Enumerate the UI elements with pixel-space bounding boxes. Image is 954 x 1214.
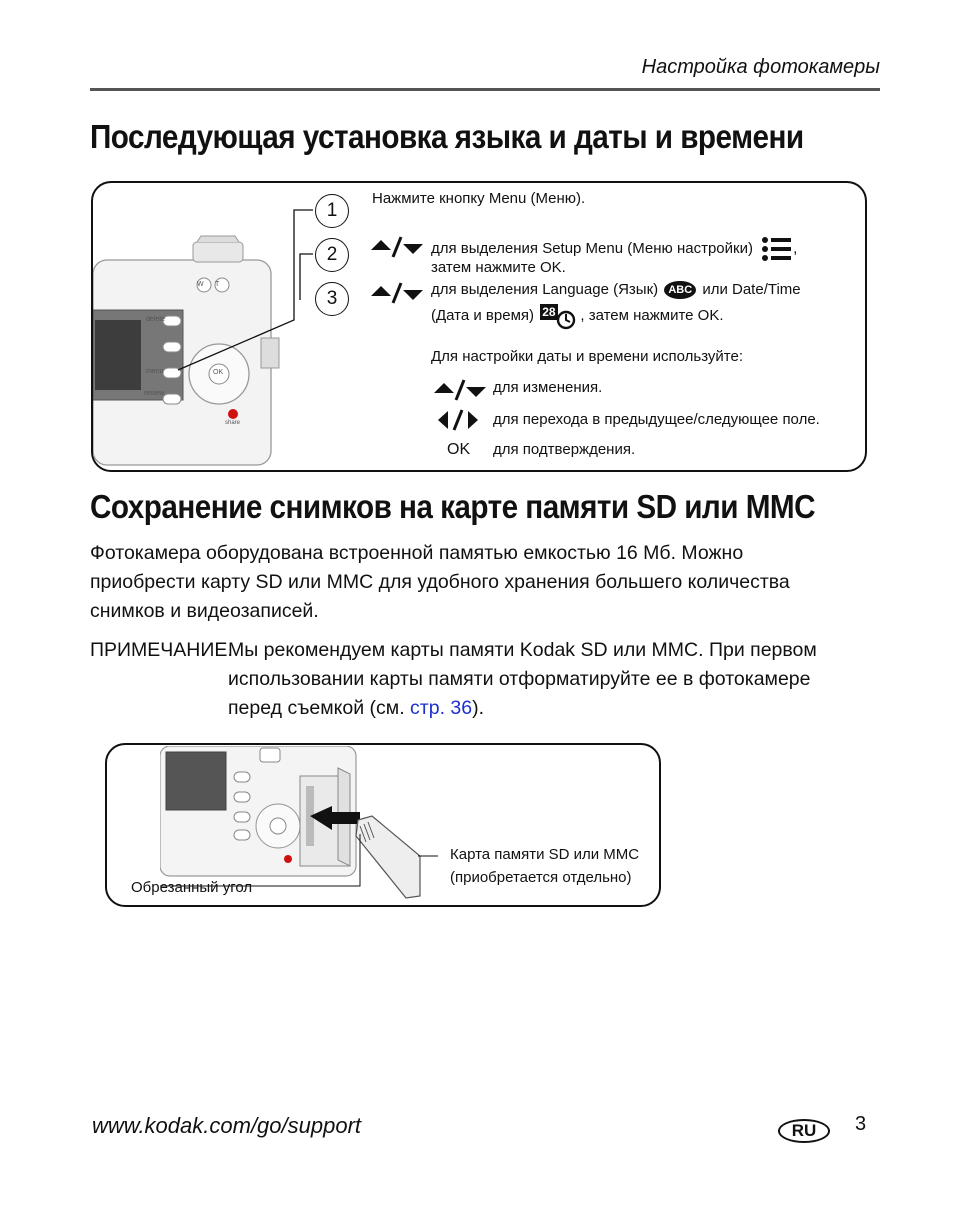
callout-cut-corner: Обрезанный угол <box>131 879 253 896</box>
camera-label-menu: menu <box>146 368 164 375</box>
step-1-text: Нажмите кнопку Menu (Меню). <box>372 190 586 207</box>
note-text: Мы рекомендуем карты памяти Kodak SD или MMC. При первом использовании карты памяти отформатируйте ее в фотокамере перед съемкой (см. <box>228 639 817 719</box>
step-number-2: 2 <box>315 238 349 272</box>
datetime-intro: Для настройки даты и времени используйте: <box>431 348 744 365</box>
camera-label-t: T <box>215 281 220 288</box>
left-right-arrows-icon <box>436 409 482 433</box>
step-3-datetime-text: или Date/Time <box>702 281 801 298</box>
section-2-paragraph: Фотокамера оборудована встроенной памятью емкостью 16 Мб. Можно приобрести карту SD или MMC для удобного хранения большего количества снимков и видеозаписей. <box>90 542 790 622</box>
step-leader-lines <box>160 200 320 380</box>
section-title-sd-mmc: Сохранение снимков на карте памяти SD или MMC <box>90 488 816 525</box>
language-badge: RU <box>778 1119 830 1143</box>
step-2-text: для выделения Setup Menu (Меню настройки) <box>431 239 753 257</box>
callout-card-line-2: (приобретается отдельно) <box>450 869 632 886</box>
page-36-link[interactable]: стр. 36 <box>410 697 473 719</box>
step-number-1: 1 <box>315 194 349 228</box>
footer-support-url: www.kodak.com/go/support <box>92 1113 362 1138</box>
control-navigate-text: для перехода в предыдущее/следующее поле. <box>493 411 820 428</box>
running-header: Настройка фотокамеры <box>641 56 880 78</box>
calendar-icon-day: 28 <box>542 305 556 319</box>
note-end: ). <box>472 697 485 719</box>
page-number: 3 <box>855 1113 867 1135</box>
language-abc-icon: ABC <box>664 281 696 299</box>
ok-key-label: OK <box>447 441 471 458</box>
step-3-datetime-ru: (Дата и время) <box>431 306 535 324</box>
camera-label-review: review <box>144 390 165 397</box>
calendar-clock-icon <box>538 304 576 328</box>
step-3-language-text: для выделения Language (Язык) <box>431 281 659 298</box>
control-change-text: для изменения. <box>493 379 603 396</box>
up-down-arrows-icon <box>369 281 425 305</box>
up-down-arrows-icon <box>369 235 425 259</box>
step-2-line-2: затем нажмите OK. <box>431 259 566 276</box>
step-3-line-1 <box>431 281 801 299</box>
note-label: ПРИМЕЧАНИЕ. <box>90 639 233 661</box>
control-confirm-text: для подтверждения. <box>493 441 636 458</box>
step-3-line-2 <box>431 304 724 328</box>
camera-label-ok: OK <box>213 369 224 376</box>
note-body <box>228 636 828 723</box>
step-number-3: 3 <box>315 282 349 316</box>
camera-label-delete: delete <box>146 316 166 323</box>
clock-icon <box>556 310 576 330</box>
step-2-comma: , <box>793 239 798 257</box>
callout-card-line-1: Карта памяти SD или MMC <box>450 846 640 863</box>
up-down-arrows-icon <box>432 378 488 402</box>
setup-menu-icon <box>761 236 793 262</box>
header-rule <box>90 88 880 91</box>
step-3-ok-text: , затем нажмите OK. <box>580 306 724 324</box>
camera-label-share: share <box>225 420 241 426</box>
section-title-language-date: Последующая установка языка и даты и времени <box>90 118 804 155</box>
camera-label-w: W <box>197 281 204 288</box>
